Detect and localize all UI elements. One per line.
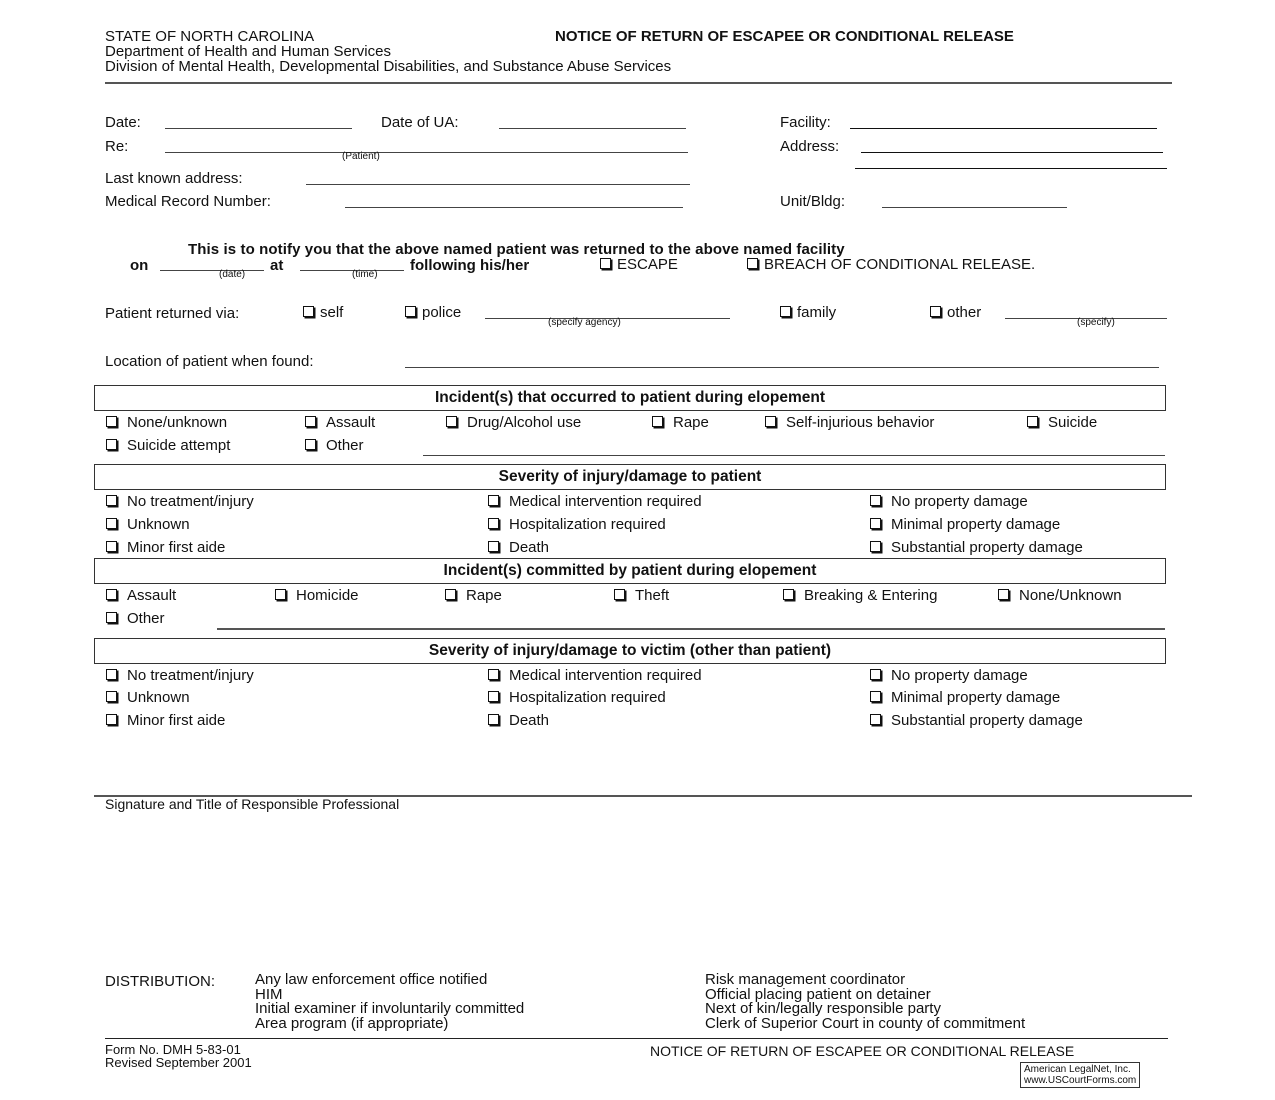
option-label: self	[320, 304, 344, 321]
option-label: Unknown	[127, 516, 190, 533]
incident-none-unknown[interactable]	[106, 414, 227, 431]
returned-via-label: Patient returned via:	[105, 305, 240, 322]
option-label: No property damage	[891, 493, 1028, 510]
severity-victim-no-property-damage[interactable]	[870, 667, 1028, 684]
option-label: Suicide	[1048, 414, 1098, 431]
checkbox-icon	[870, 669, 881, 680]
form-title: NOTICE OF RETURN OF ESCAPEE OR CONDITIONAL RELEASE	[555, 28, 1014, 45]
footer-title: NOTICE OF RETURN OF ESCAPEE OR CONDITIONAL RELEASE	[650, 1043, 1075, 1059]
option-label: No treatment/injury	[127, 667, 254, 684]
option-label: Other	[326, 437, 364, 454]
unit-bldg-field[interactable]	[882, 191, 1067, 208]
returned-via-self[interactable]	[303, 304, 343, 321]
checkbox-icon	[305, 439, 316, 450]
option-label: Substantial property damage	[891, 539, 1083, 556]
publisher-url[interactable]: www.USCourtForms.com	[1024, 1075, 1137, 1086]
option-label: police	[422, 304, 462, 321]
distribution-right-list	[705, 973, 1025, 1031]
address-line2-field[interactable]	[855, 152, 1167, 169]
option-label: Hospitalization required	[509, 689, 666, 706]
division-name: Division of Mental Health, Developmental Disabilities, and Substance Abuse Services	[105, 58, 672, 75]
location-label: Location of patient when found:	[105, 353, 314, 370]
incident-other-line[interactable]	[423, 455, 1165, 456]
distribution-item: Area program (if appropriate)	[255, 1014, 449, 1032]
checkbox-icon	[305, 416, 316, 427]
option-label: Homicide	[296, 587, 359, 604]
checkbox-icon	[652, 416, 663, 427]
last-known-address-field[interactable]	[306, 168, 690, 185]
return-date-line[interactable]	[160, 270, 264, 271]
revised-date: Revised September 2001	[105, 1055, 252, 1070]
option-label: None/Unknown	[1019, 587, 1122, 604]
option-label: Other	[127, 610, 165, 627]
returned-via-other[interactable]	[930, 304, 981, 321]
section-header-incidents-to-patient: Incident(s) that occurred to patient during elopement	[94, 385, 1166, 411]
checkbox-icon	[614, 589, 625, 600]
incident-drug-alcohol[interactable]	[446, 414, 581, 431]
severity-patient-substantial-property-damage[interactable]	[870, 539, 1083, 556]
returned-via-police[interactable]	[405, 304, 461, 321]
committed-rape[interactable]	[445, 587, 502, 604]
severity-victim-minimal-property-damage[interactable]	[870, 689, 1060, 706]
committed-none-unknown[interactable]	[998, 587, 1122, 604]
severity-victim-hospitalization[interactable]	[488, 689, 666, 706]
severity-patient-minor-first-aide[interactable]	[106, 539, 225, 556]
unit-bldg-label: Unit/Bldg:	[780, 193, 846, 210]
checkbox-icon	[446, 416, 457, 427]
checkbox-icon	[488, 541, 499, 552]
committed-homicide[interactable]	[275, 587, 359, 604]
checkbox-icon	[106, 495, 117, 506]
date-of-ua-field[interactable]	[499, 112, 686, 129]
option-label: Unknown	[127, 689, 190, 706]
distribution-item: Clerk of Superior Court in county of commitment	[705, 1014, 1026, 1032]
option-label: Minor first aide	[127, 712, 226, 729]
option-label: None/unknown	[127, 414, 228, 431]
distribution-item: Risk management coordinator	[705, 971, 906, 988]
escape-label: ESCAPE	[617, 256, 678, 273]
distribution-left-list	[255, 973, 524, 1031]
following-label: following his/her	[410, 257, 530, 274]
incident-rape[interactable]	[652, 414, 709, 431]
checkbox-icon	[870, 495, 881, 506]
option-label: No treatment/injury	[127, 493, 254, 510]
checkbox-icon	[303, 306, 314, 317]
re-label: Re:	[105, 138, 129, 155]
option-label: Minor first aide	[127, 539, 226, 556]
checkbox-icon	[488, 518, 499, 529]
severity-patient-no-treatment[interactable]	[106, 493, 254, 510]
state-name: STATE OF NORTH CAROLINA	[105, 28, 315, 45]
option-label: Rape	[673, 414, 709, 431]
option-label: Theft	[635, 587, 670, 604]
committed-other-line[interactable]	[217, 628, 1165, 630]
checkbox-icon	[488, 495, 499, 506]
publisher-name: American LegalNet, Inc.	[1024, 1064, 1131, 1075]
distribution-item: Next of kin/legally responsible party	[705, 1000, 941, 1017]
severity-victim-unknown[interactable]	[106, 689, 190, 706]
checkbox-icon	[106, 416, 117, 427]
option-label: Suicide attempt	[127, 437, 231, 454]
checkbox-icon	[780, 306, 791, 317]
notice-statement: This is to notify you that the above named patient was returned to the above named facility	[188, 241, 845, 258]
breach-label: BREACH OF CONDITIONAL RELEASE.	[764, 256, 1036, 273]
option-label: Drug/Alcohol use	[467, 414, 582, 431]
severity-victim-no-treatment[interactable]	[106, 667, 254, 684]
at-label: at	[270, 257, 284, 274]
department-name: Department of Health and Human Services	[105, 43, 391, 60]
medical-record-field[interactable]	[345, 191, 683, 208]
committed-assault[interactable]	[106, 587, 176, 604]
facility-field[interactable]	[850, 112, 1157, 129]
checkbox-icon	[488, 714, 499, 725]
checkbox-icon	[1027, 416, 1038, 427]
option-label: No property damage	[891, 667, 1028, 684]
option-label: Death	[509, 712, 550, 729]
checkbox-icon	[106, 589, 117, 600]
section-header-incidents-by-patient: Incident(s) committed by patient during elopement	[94, 558, 1166, 584]
incident-self-injurious[interactable]	[765, 414, 934, 431]
escape-checkbox[interactable]	[600, 256, 678, 273]
checkbox-icon	[998, 589, 1009, 600]
option-label: Breaking & Entering	[804, 587, 938, 604]
distribution-item: Any law enforcement office notified	[255, 971, 488, 988]
returned-via-family[interactable]	[780, 304, 836, 321]
option-label: Hospitalization required	[509, 516, 666, 533]
header-divider	[105, 82, 1172, 84]
publisher-stamp	[1020, 1062, 1140, 1088]
option-label: Self-injurious behavior	[786, 414, 935, 431]
severity-patient-hospitalization[interactable]	[488, 516, 666, 533]
severity-victim-minor-first-aide[interactable]	[106, 712, 225, 729]
severity-patient-no-property-damage[interactable]	[870, 493, 1028, 510]
incident-other[interactable]	[305, 437, 364, 454]
address-line1-field[interactable]	[861, 136, 1163, 153]
checkbox-icon	[405, 306, 416, 317]
checkbox-icon	[747, 258, 758, 269]
specify-agency-caption: (specify agency)	[548, 317, 621, 328]
specify-caption: (specify)	[1077, 317, 1115, 328]
checkbox-icon	[930, 306, 941, 317]
option-label: Medical intervention required	[509, 667, 702, 684]
option-label: Assault	[127, 587, 177, 604]
option-label: Medical intervention required	[509, 493, 702, 510]
option-label: Death	[509, 539, 550, 556]
incident-assault[interactable]	[305, 414, 375, 431]
option-label: Substantial property damage	[891, 712, 1083, 729]
date-of-ua-label: Date of UA:	[381, 114, 459, 131]
facility-label: Facility:	[780, 114, 831, 131]
option-label: Assault	[326, 414, 376, 431]
committed-theft[interactable]	[614, 587, 669, 604]
option-label: Minimal property damage	[891, 689, 1061, 706]
medical-record-label: Medical Record Number:	[105, 193, 271, 210]
severity-patient-minimal-property-damage[interactable]	[870, 516, 1060, 533]
severity-patient-medical-intervention[interactable]	[488, 493, 702, 510]
checkbox-icon	[870, 691, 881, 702]
checkbox-icon	[275, 589, 286, 600]
incident-suicide-attempt[interactable]	[106, 437, 230, 454]
option-label: Rape	[466, 587, 502, 604]
signature-label: Signature and Title of Responsible Professional	[105, 796, 400, 812]
distribution-item: Initial examiner if involuntarily committed	[255, 1000, 525, 1017]
date-label: Date:	[105, 114, 141, 131]
checkbox-icon	[106, 439, 117, 450]
checkbox-icon	[106, 669, 117, 680]
section-header-severity-patient: Severity of injury/damage to patient	[94, 464, 1166, 490]
committed-other[interactable]	[106, 610, 165, 627]
severity-victim-medical-intervention[interactable]	[488, 667, 702, 684]
checkbox-icon	[106, 541, 117, 552]
date-caption: (date)	[219, 269, 246, 280]
date-field[interactable]	[165, 112, 352, 129]
severity-patient-death[interactable]	[488, 539, 549, 556]
checkbox-icon	[106, 612, 117, 623]
breach-checkbox[interactable]	[747, 256, 1035, 273]
severity-patient-unknown[interactable]	[106, 516, 190, 533]
address-label: Address:	[780, 138, 840, 155]
committed-breaking-entering[interactable]	[783, 587, 937, 604]
checkbox-icon	[106, 714, 117, 725]
re-patient-field[interactable]	[165, 136, 688, 153]
distribution-divider	[105, 1038, 1168, 1039]
severity-victim-substantial-property-damage[interactable]	[870, 712, 1083, 729]
checkbox-icon	[106, 518, 117, 529]
checkbox-icon	[870, 714, 881, 725]
checkbox-icon	[106, 691, 117, 702]
option-label: other	[947, 304, 982, 321]
checkbox-icon	[488, 669, 499, 680]
location-field[interactable]	[405, 351, 1159, 368]
checkbox-icon	[870, 541, 881, 552]
checkbox-icon	[445, 589, 456, 600]
incident-suicide[interactable]	[1027, 414, 1097, 431]
distribution-item: Official placing patient on detainer	[705, 985, 931, 1003]
checkbox-icon	[488, 691, 499, 702]
severity-victim-death[interactable]	[488, 712, 549, 729]
checkbox-icon	[600, 258, 611, 269]
patient-caption: (Patient)	[342, 151, 380, 162]
checkbox-icon	[870, 518, 881, 529]
option-label: Minimal property damage	[891, 516, 1061, 533]
checkbox-icon	[765, 416, 776, 427]
checkbox-icon	[783, 589, 794, 600]
last-known-address-label: Last known address:	[105, 170, 243, 187]
section-header-severity-victim: Severity of injury/damage to victim (other than patient)	[94, 638, 1166, 664]
option-label: family	[797, 304, 837, 321]
time-caption: (time)	[352, 269, 378, 280]
distribution-item: HIM	[255, 985, 283, 1003]
on-label: on	[130, 257, 149, 274]
form-number: Form No. DMH 5-83-01	[105, 1042, 241, 1057]
distribution-label: DISTRIBUTION:	[105, 973, 216, 990]
